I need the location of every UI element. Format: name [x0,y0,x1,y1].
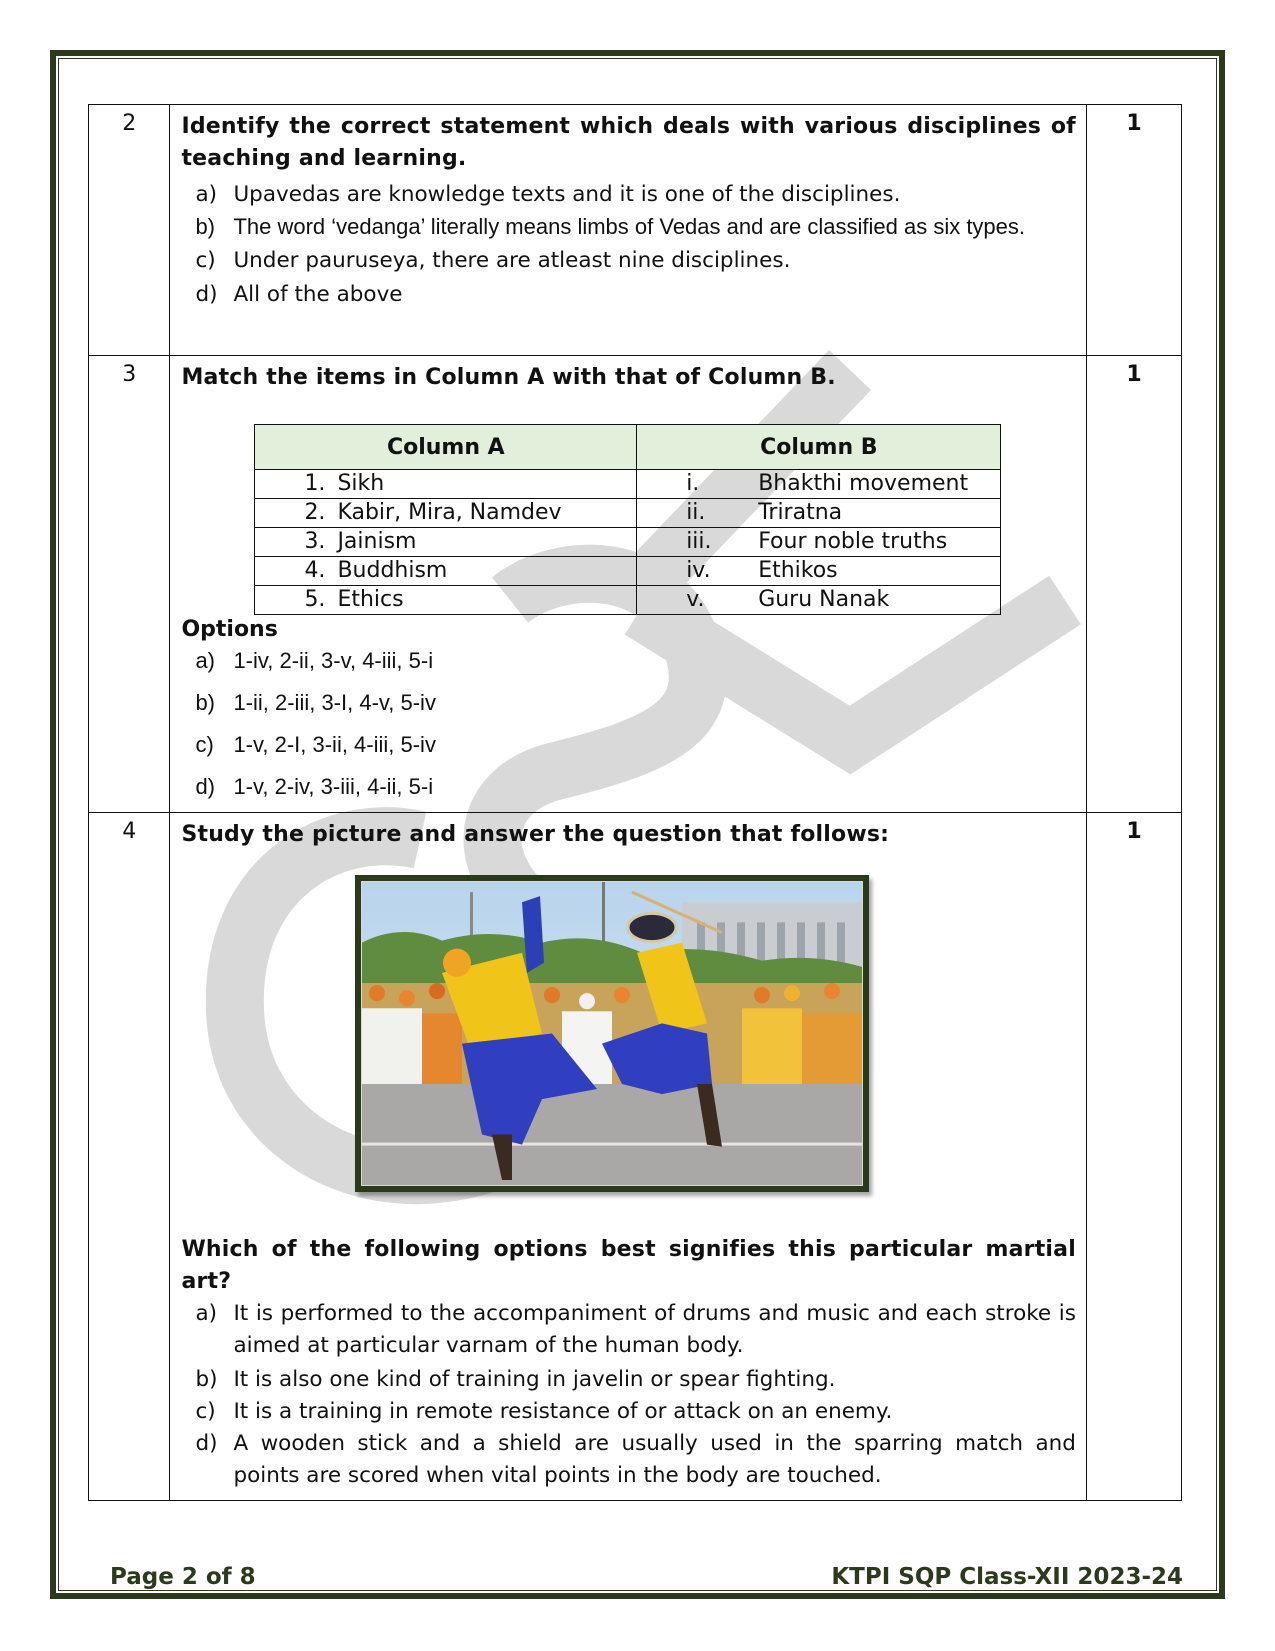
sub-question-text: Which of the following options best signifies this particular martial art? [181,1237,1076,1294]
item-text: Triratna [758,500,843,525]
option-label: a) [195,648,215,673]
question-row-4 [89,813,1182,1501]
item-number: ii. [686,500,706,525]
item-text: Jainism [337,529,417,554]
question-marks: 1 [1086,813,1181,1501]
question-content [170,813,1087,1501]
question-row-3 [89,356,1182,813]
option-label: c) [195,248,216,273]
question-table [88,104,1182,1501]
item-number: iv. [686,558,711,583]
options-list [181,179,1076,311]
option-text: 1-v, 2-I, 3-ii, 4-iii, 5-iv [233,732,436,757]
question-content [170,356,1087,813]
match-row [255,586,1001,615]
option-text: All of the above [233,282,403,307]
item-number: 3. [304,529,326,554]
item-number: i. [686,471,700,496]
option-a [181,179,1076,211]
item-number: 2. [304,500,326,525]
question-text: Match the items in Column A with that of Column B. [181,365,836,390]
option-b [181,1364,1076,1396]
option-c [181,729,1076,761]
options-list [181,645,1076,803]
option-d [181,1428,1076,1492]
option-text: 1-v, 2-iv, 3-iii, 4-ii, 5-i [233,774,434,799]
option-label: b) [195,690,215,715]
option-text: 1-ii, 2-iii, 3-I, 4-v, 5-iv [233,690,436,715]
option-text: A wooden stick and a shield are usually used in the sparring match and points are scored when vital points in the body are touched. [233,1431,1076,1488]
option-b [181,211,1076,243]
item-number: 5. [304,587,326,612]
question-text: Study the picture and answer the question that follows: [181,822,890,847]
item-number: iii. [686,529,712,554]
option-text: The word ‘vedanga’ literally means limbs of Vedas and are classified as six types. [233,214,1026,239]
option-label: a) [195,1301,218,1326]
question-marks: 1 [1086,356,1181,813]
option-label: d) [195,1431,218,1456]
martial-art-photo [361,881,863,1186]
question-number: 2 [89,105,170,356]
question-marks: 1 [1086,105,1181,356]
option-label: a) [195,182,218,207]
option-a [181,645,1076,677]
option-label: d) [195,282,218,307]
option-a [181,1298,1076,1362]
footer-page-number: Page 2 of 8 [110,1564,256,1590]
question-number: 4 [89,813,170,1501]
item-text: Buddhism [337,558,448,583]
match-row [255,499,1001,528]
item-text: Bhakthi movement [758,471,969,496]
option-text: It is also one kind of training in javelin or spear fighting. [233,1367,836,1392]
question-text: Identify the correct statement which deals with various disciplines of teaching and learning. [181,114,1076,171]
item-number: 4. [304,558,326,583]
item-text: Sikh [337,471,385,496]
item-text: Ethikos [758,558,838,583]
match-row [255,470,1001,499]
option-d [181,771,1076,803]
option-text: Under pauruseya, there are atleast nine disciplines. [233,248,791,273]
option-label: c) [195,732,214,757]
match-table [254,424,1001,615]
option-label: b) [195,214,215,239]
option-text: It is performed to the accompaniment of drums and music and each stroke is aimed at particular varnam of the human body. [233,1301,1076,1358]
item-text: Guru Nanak [758,587,890,612]
match-row [255,528,1001,557]
option-text: 1-iv, 2-ii, 3-v, 4-iii, 5-i [233,648,434,673]
item-text: Kabir, Mira, Namdev [337,500,562,525]
option-text: It is a training in remote resistance of or attack on an enemy. [233,1399,893,1424]
column-b-header: Column B [637,425,1001,470]
photo-frame [355,875,869,1192]
match-table-header [255,425,1001,470]
option-label: c) [195,1399,216,1424]
column-a-header: Column A [255,425,637,470]
item-number: v. [686,587,705,612]
footer-document-title: KTPI SQP Class-XII 2023-24 [831,1564,1183,1590]
option-text: Upavedas are knowledge texts and it is one of the disciplines. [233,182,901,207]
item-text: Ethics [337,587,404,612]
item-text: Four noble truths [758,529,948,554]
option-c [181,245,1076,277]
question-row-2 [89,105,1182,356]
question-number: 3 [89,356,170,813]
options-heading: Options [181,617,278,642]
option-label: d) [195,774,215,799]
question-content [170,105,1087,356]
match-row [255,557,1001,586]
item-number: 1. [304,471,326,496]
option-b [181,687,1076,719]
options-list [181,1298,1076,1492]
option-d [181,279,1076,311]
option-label: b) [195,1367,218,1392]
option-c [181,1396,1076,1428]
